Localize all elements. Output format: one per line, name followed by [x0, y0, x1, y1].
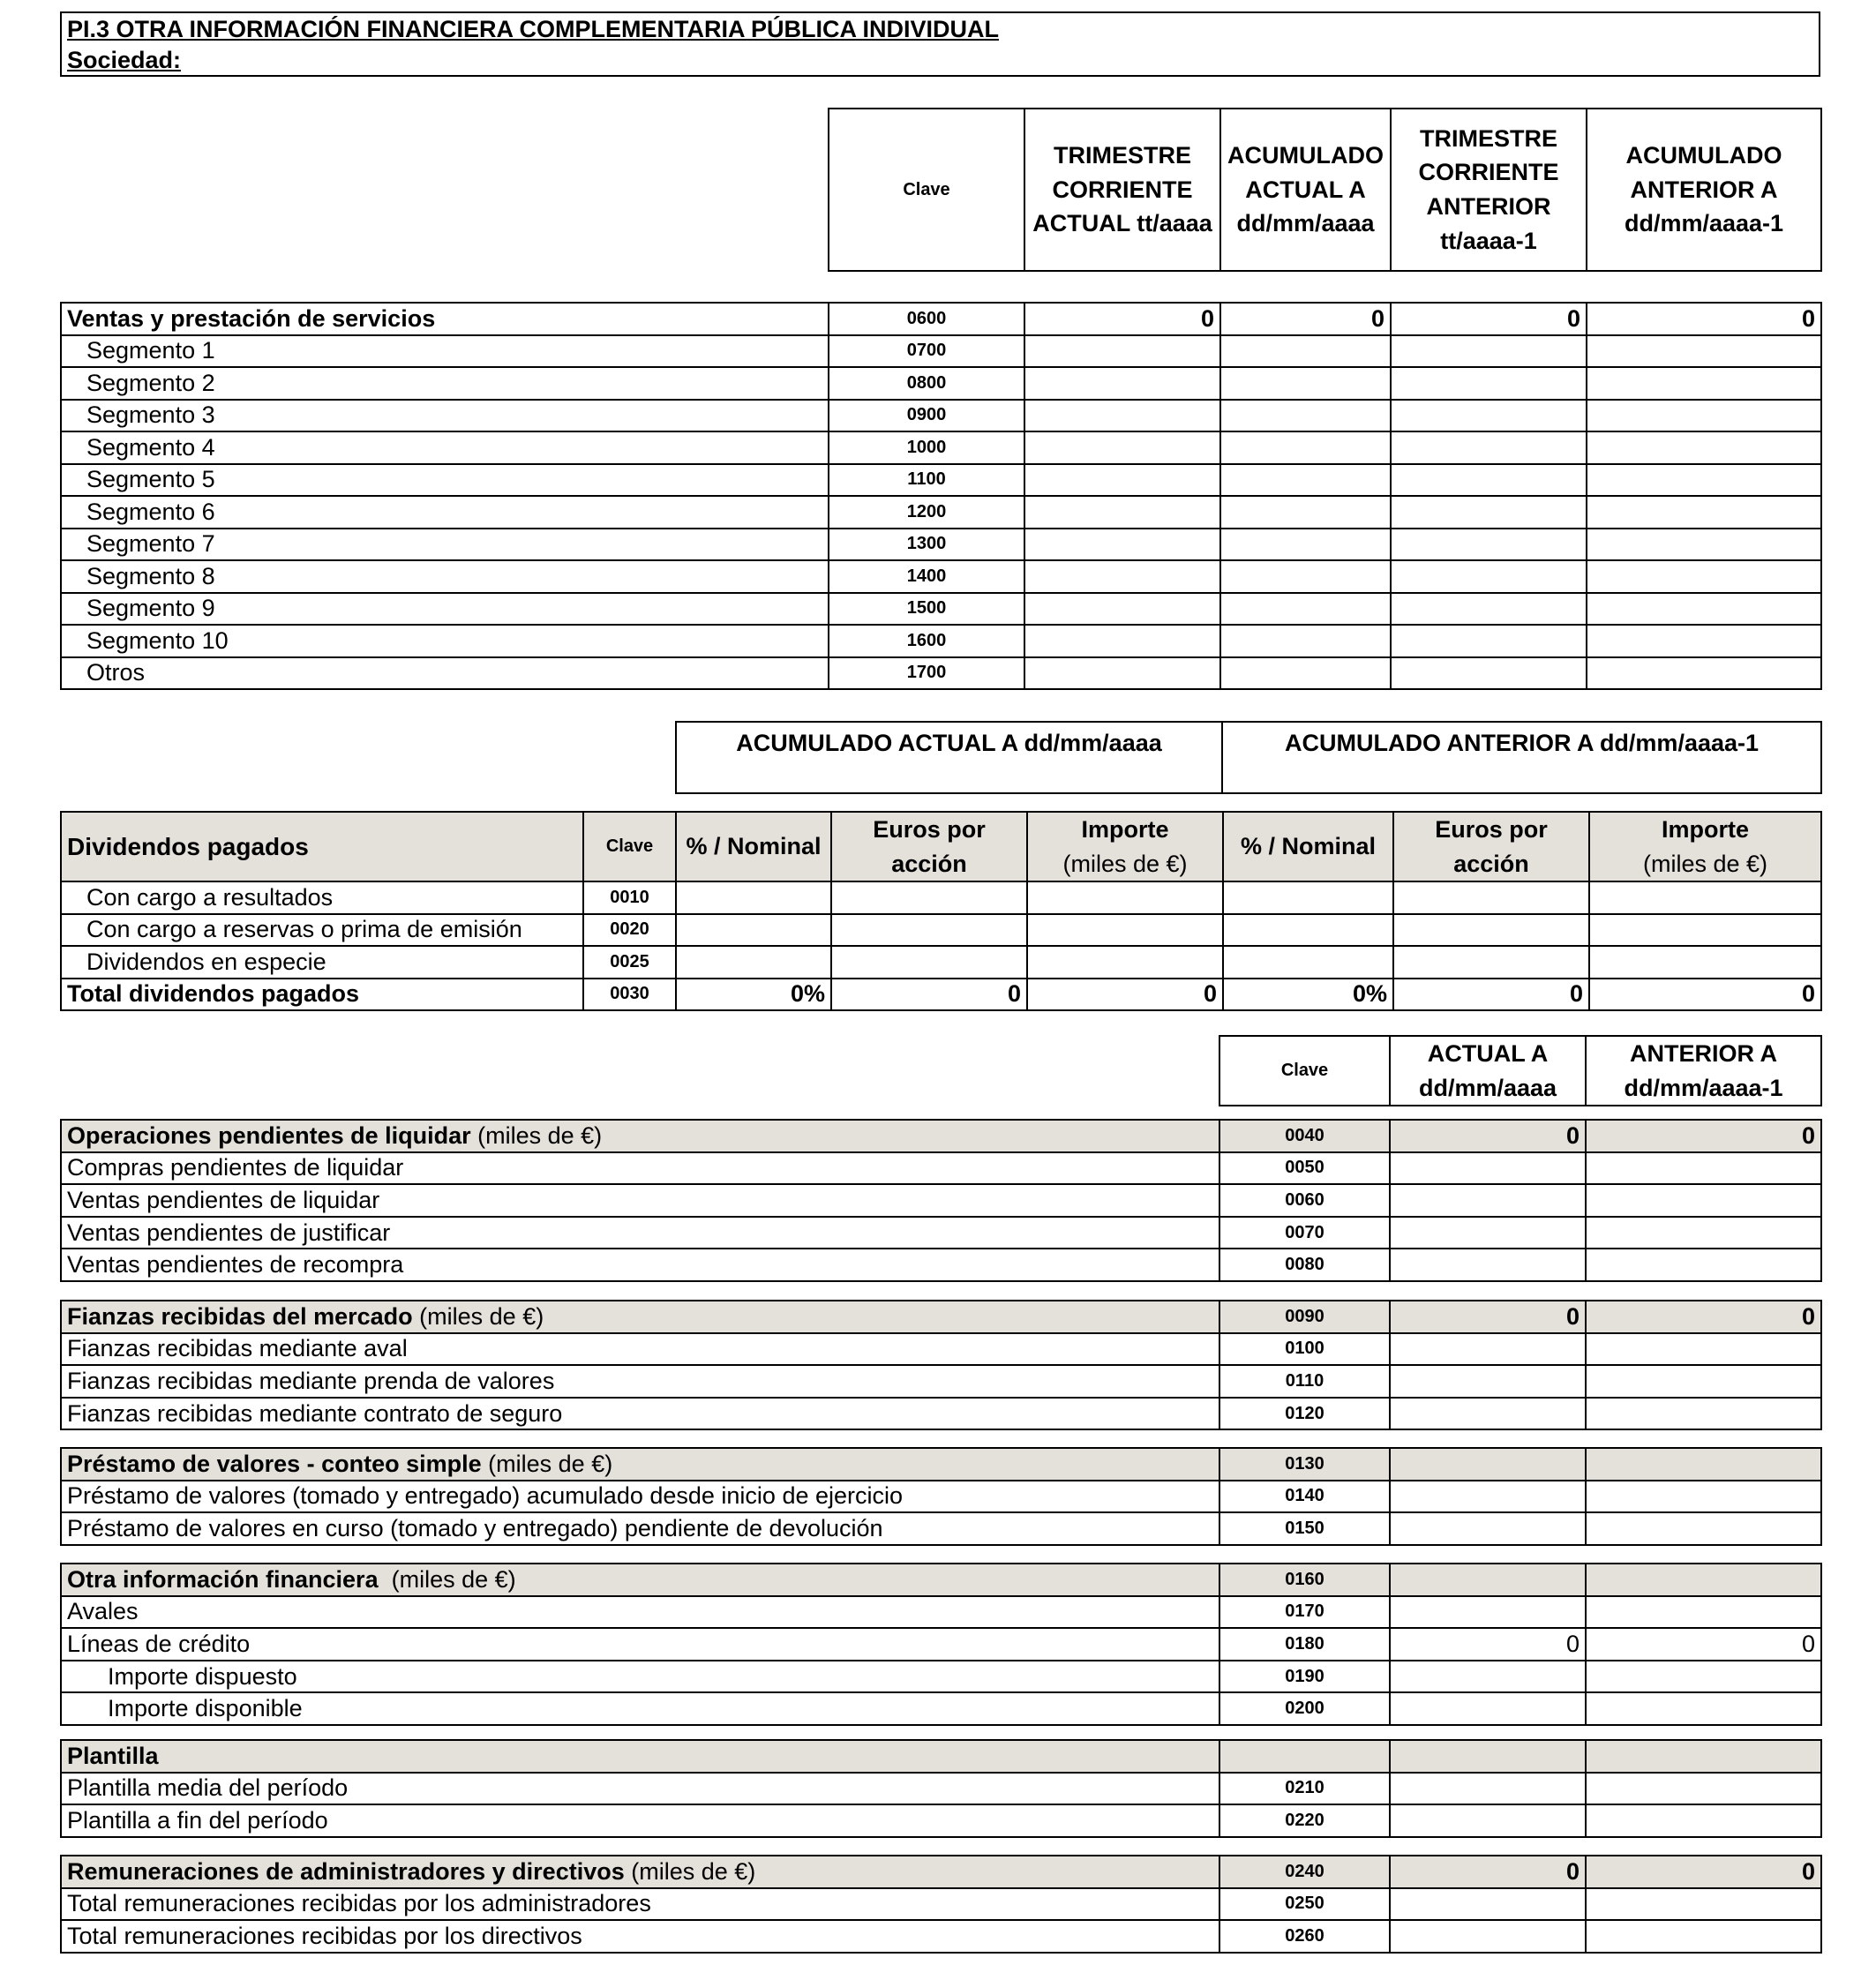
otros-section-title [61, 1564, 1219, 1596]
otros-row-clave: 0200 [1219, 1692, 1390, 1725]
ventas-row-value[interactable] [1024, 367, 1220, 400]
otros-header-clave: Clave [1219, 1036, 1390, 1106]
ventas-row-clave: 1300 [829, 529, 1024, 561]
otros-row-value-anterior[interactable] [1586, 1692, 1821, 1725]
ventas-row-value[interactable] [1391, 431, 1587, 464]
otros-section-title-text: Fianzas recibidas del mercado [67, 1302, 413, 1330]
dividendos-group-actual: ACUMULADO ACTUAL A dd/mm/aaaa [676, 722, 1222, 793]
dividendos-row-label: Con cargo a reservas o prima de emisión [61, 914, 583, 947]
otros-row [61, 1628, 1821, 1661]
otros-row-label: Plantilla media del período [61, 1773, 1219, 1805]
ventas-segment-row [61, 496, 1821, 529]
otros-section-value-actual[interactable]: 0 [1390, 1301, 1586, 1333]
ventas-row-value[interactable] [1024, 625, 1220, 657]
ventas-row-label: Segmento 10 [61, 625, 829, 657]
dividendos-row-value[interactable] [1393, 914, 1589, 947]
otros-header-actual: ACTUAL A dd/mm/aaaa [1390, 1036, 1586, 1106]
company-label: Sociedad: [67, 47, 182, 73]
ventas-total-row [61, 303, 1821, 335]
dividendos-row-value[interactable] [1223, 914, 1393, 947]
otros-section-prestamo [60, 1447, 1822, 1546]
otros-row-value-actual[interactable] [1390, 1152, 1586, 1185]
otros-section-clave: 0160 [1219, 1564, 1390, 1596]
ventas-header-acum-actual: ACUMULADO ACTUAL A dd/mm/aaaa [1220, 109, 1391, 271]
ventas-row-label: Segmento 2 [61, 367, 829, 400]
otros-row-label: Préstamo de valores (tomado y entregado) acumulado desde inicio de ejercicio [61, 1481, 1219, 1513]
otros-row [61, 1512, 1821, 1545]
otros-row-label: Ventas pendientes de liquidar [61, 1184, 1219, 1217]
otros-row-label: Plantilla a fin del período [61, 1804, 1219, 1837]
ventas-row-value[interactable] [1587, 560, 1821, 593]
otros-row-value-anterior[interactable] [1586, 1481, 1821, 1513]
otros-row [61, 1398, 1821, 1430]
otros-section-header-row [61, 1740, 1821, 1773]
otros-row-value-anterior[interactable] [1586, 1804, 1821, 1837]
otros-row-value-anterior[interactable] [1586, 1249, 1821, 1281]
ventas-row-value[interactable] [1220, 464, 1391, 497]
otros-header-anterior: ANTERIOR A dd/mm/aaaa-1 [1586, 1036, 1821, 1106]
ventas-row-value[interactable] [1391, 400, 1587, 432]
otros-row-value-anterior[interactable] [1586, 1920, 1821, 1953]
dividendos-row-clave: 0025 [583, 946, 676, 979]
otros-row-clave: 0180 [1219, 1628, 1390, 1661]
otros-section-value-actual[interactable] [1390, 1740, 1586, 1773]
otros-row-value-actual[interactable] [1390, 1184, 1586, 1217]
ventas-row-value[interactable]: 0 [1587, 303, 1821, 335]
dividendos-title: Dividendos pagados [61, 812, 583, 881]
dividendos-row-value[interactable] [831, 914, 1027, 947]
dividendos-row-clave: 0010 [583, 881, 676, 914]
ventas-row-clave: 1500 [829, 593, 1024, 626]
otros-row-value-anterior[interactable] [1586, 1888, 1821, 1921]
otros-row-label: Compras pendientes de liquidar [61, 1152, 1219, 1185]
ventas-row-value[interactable]: 0 [1220, 303, 1391, 335]
otros-row [61, 1184, 1821, 1217]
otros-row-value-actual[interactable] [1390, 1920, 1586, 1953]
otros-row-label: Avales [61, 1596, 1219, 1629]
dividendos-row-value[interactable] [676, 914, 831, 947]
ventas-segment-row [61, 335, 1821, 368]
otros-row-value-actual[interactable] [1390, 1481, 1586, 1513]
otros-row-value-anterior[interactable] [1586, 1661, 1821, 1693]
ventas-row-label: Ventas y prestación de servicios [61, 303, 829, 335]
otros-row [61, 1692, 1821, 1725]
otros-row-clave: 0260 [1219, 1920, 1390, 1953]
dividendos-row [61, 914, 1821, 947]
dividendos-header-row [61, 812, 1821, 881]
ventas-row-clave: 1700 [829, 657, 1024, 690]
dividendos-row-label: Total dividendos pagados [61, 979, 583, 1011]
otros-row-label: Ventas pendientes de recompra [61, 1249, 1219, 1281]
otros-section-otra [60, 1563, 1822, 1726]
ventas-row-value[interactable] [1587, 496, 1821, 529]
ventas-row-label: Segmento 9 [61, 593, 829, 626]
otros-row-value-actual[interactable] [1390, 1773, 1586, 1805]
otros-section-value-anterior[interactable]: 0 [1586, 1301, 1821, 1333]
otros-section-value-actual[interactable]: 0 [1390, 1120, 1586, 1152]
dividendos-row-value[interactable] [831, 946, 1027, 979]
otros-row-label: Total remuneraciones recibidas por los directivos [61, 1920, 1219, 1953]
ventas-row-value[interactable] [1220, 560, 1391, 593]
ventas-row-value[interactable] [1024, 529, 1220, 561]
otros-section-value-actual[interactable] [1390, 1564, 1586, 1596]
otros-section-clave: 0040 [1219, 1120, 1390, 1152]
ventas-header-acum-anterior: ACUMULADO ANTERIOR A dd/mm/aaaa-1 [1587, 109, 1821, 271]
ventas-row-value[interactable] [1024, 400, 1220, 432]
otros-section-title-text: Préstamo de valores - conteo simple [67, 1450, 482, 1477]
otros-row-value-actual[interactable] [1390, 1249, 1586, 1281]
dividendos-total-row [61, 979, 1821, 1011]
otros-row-value-actual[interactable] [1390, 1512, 1586, 1545]
otros-row-value-anterior[interactable] [1586, 1365, 1821, 1398]
otros-row [61, 1481, 1821, 1513]
ventas-row-clave: 0700 [829, 335, 1024, 368]
otros-row-value-anterior[interactable] [1586, 1152, 1821, 1185]
otros-row-clave: 0170 [1219, 1596, 1390, 1629]
dividendos-row-clave: 0020 [583, 914, 676, 947]
ventas-row-label: Segmento 7 [61, 529, 829, 561]
dividendos-row-value[interactable]: 0 [831, 979, 1027, 1011]
otros-section-title-unit: (miles de €) [470, 1121, 603, 1149]
otros-row-value-anterior[interactable] [1586, 1333, 1821, 1366]
otros-section-title-text: Remuneraciones de administradores y directivos [67, 1857, 625, 1885]
ventas-row-value[interactable] [1391, 367, 1587, 400]
ventas-segment-row [61, 593, 1821, 626]
otros-row-value-actual[interactable] [1390, 1333, 1586, 1366]
otros-header-table [1219, 1035, 1822, 1106]
dividendos-row-value[interactable] [1589, 881, 1821, 914]
ventas-row-value[interactable] [1220, 625, 1391, 657]
dividendos-row-value[interactable] [1393, 946, 1589, 979]
otros-row-value-anterior[interactable]: 0 [1586, 1628, 1821, 1661]
dividendos-row-value[interactable] [1223, 881, 1393, 914]
ventas-row-label: Otros [61, 657, 829, 690]
ventas-row-value[interactable] [1220, 367, 1391, 400]
otros-row [61, 1365, 1821, 1398]
otros-section-remun [60, 1855, 1822, 1954]
otros-section-title [61, 1448, 1219, 1481]
ventas-row-label: Segmento 5 [61, 464, 829, 497]
otros-section-title-unit: (miles de €) [378, 1565, 516, 1593]
dividendos-row-value[interactable] [676, 946, 831, 979]
otros-row-value-actual[interactable] [1390, 1596, 1586, 1629]
otros-row-clave: 0060 [1219, 1184, 1390, 1217]
ventas-header-table [828, 108, 1822, 272]
otros-row-value-anterior[interactable] [1586, 1217, 1821, 1249]
dividendos-clave-header: Clave [583, 812, 676, 881]
otros-row-clave: 0250 [1219, 1888, 1390, 1921]
ventas-row-value[interactable] [1587, 400, 1821, 432]
ventas-row-label: Segmento 6 [61, 496, 829, 529]
otros-row-value-actual[interactable] [1390, 1692, 1586, 1725]
dividendos-row-value[interactable]: 0 [1589, 979, 1821, 1011]
otros-section-header-row [61, 1448, 1821, 1481]
otros-row-value-actual[interactable] [1390, 1804, 1586, 1837]
otros-section-clave: 0240 [1219, 1856, 1390, 1888]
otros-row-value-anterior[interactable] [1586, 1184, 1821, 1217]
ventas-row-clave: 1100 [829, 464, 1024, 497]
otros-section-fianzas [60, 1300, 1822, 1430]
otros-section-value-anterior[interactable]: 0 [1586, 1856, 1821, 1888]
dividendos-row-value[interactable]: 0 [1027, 979, 1223, 1011]
dividendos-row-clave: 0030 [583, 979, 676, 1011]
otros-section-plantilla [60, 1739, 1822, 1838]
ventas-row-label: Segmento 1 [61, 335, 829, 368]
ventas-segment-row [61, 464, 1821, 497]
otros-section-op [60, 1119, 1822, 1282]
dividendos-table [60, 811, 1822, 1011]
otros-row [61, 1152, 1821, 1185]
otros-row-clave: 0110 [1219, 1365, 1390, 1398]
otros-row-value-actual[interactable] [1390, 1661, 1586, 1693]
ventas-row-value[interactable] [1024, 593, 1220, 626]
dividendos-row-value[interactable] [1027, 914, 1223, 947]
ventas-row-value[interactable] [1587, 367, 1821, 400]
dividendos-row [61, 881, 1821, 914]
otros-section-value-anterior[interactable] [1586, 1448, 1821, 1481]
ventas-row-value[interactable] [1220, 335, 1391, 368]
ventas-segment-row [61, 367, 1821, 400]
otros-section-title-unit: (miles de €) [412, 1302, 544, 1330]
dividendos-euros-header-actual: Euros por acción [831, 812, 1027, 881]
otros-row-value-anterior[interactable] [1586, 1398, 1821, 1430]
ventas-row-value[interactable] [1587, 593, 1821, 626]
ventas-row-value[interactable] [1220, 529, 1391, 561]
otros-section-value-actual[interactable]: 0 [1390, 1856, 1586, 1888]
dividendos-pct-header-anterior: % / Nominal [1223, 812, 1393, 881]
otros-section-title-text: Otra información financiera [67, 1565, 379, 1593]
ventas-row-value[interactable] [1391, 464, 1587, 497]
otros-row-label: Importe disponible [61, 1692, 1219, 1725]
otros-section-value-anterior[interactable] [1586, 1740, 1821, 1773]
ventas-row-label: Segmento 4 [61, 431, 829, 464]
ventas-header-clave: Clave [829, 109, 1024, 271]
otros-section-clave: 0090 [1219, 1301, 1390, 1333]
ventas-row-value[interactable] [1391, 496, 1587, 529]
otros-row-value-anterior[interactable] [1586, 1773, 1821, 1805]
otros-row-label: Fianzas recibidas mediante prenda de valores [61, 1365, 1219, 1398]
dividendos-row-value[interactable] [831, 881, 1027, 914]
ventas-row-clave: 0800 [829, 367, 1024, 400]
otros-row-value-actual[interactable] [1390, 1365, 1586, 1398]
ventas-row-value[interactable]: 0 [1024, 303, 1220, 335]
ventas-row-label: Segmento 8 [61, 560, 829, 593]
otros-row-label: Préstamo de valores en curso (tomado y entregado) pendiente de devolución [61, 1512, 1219, 1545]
report-title-box [60, 11, 1820, 77]
otros-row [61, 1333, 1821, 1366]
ventas-row-clave: 0900 [829, 400, 1024, 432]
otros-row [61, 1804, 1821, 1837]
ventas-row-value[interactable] [1024, 496, 1220, 529]
dividendos-row-label: Con cargo a resultados [61, 881, 583, 914]
otros-row-clave: 0220 [1219, 1804, 1390, 1837]
ventas-row-value[interactable] [1024, 464, 1220, 497]
dividendos-pct-header-actual: % / Nominal [676, 812, 831, 881]
otros-row-clave: 0080 [1219, 1249, 1390, 1281]
otros-row-value-actual[interactable] [1390, 1888, 1586, 1921]
dividendos-row [61, 946, 1821, 979]
otros-section-title-unit: (miles de €) [481, 1450, 613, 1477]
ventas-segment-row [61, 529, 1821, 561]
ventas-row-value[interactable] [1391, 529, 1587, 561]
dividendos-row-value[interactable] [1027, 881, 1223, 914]
ventas-row-value[interactable] [1024, 657, 1220, 690]
otros-section-clave: 0130 [1219, 1448, 1390, 1481]
ventas-row-value[interactable] [1587, 431, 1821, 464]
otros-row [61, 1920, 1821, 1953]
otros-row [61, 1661, 1821, 1693]
ventas-row-clave: 1400 [829, 560, 1024, 593]
otros-row [61, 1888, 1821, 1921]
ventas-row-value[interactable] [1024, 335, 1220, 368]
ventas-row-label: Segmento 3 [61, 400, 829, 432]
otros-row [61, 1596, 1821, 1629]
otros-row-label: Importe dispuesto [61, 1661, 1219, 1693]
dividendos-row-value[interactable]: 0% [676, 979, 831, 1011]
otros-row-clave: 0120 [1219, 1398, 1390, 1430]
ventas-segment-row [61, 560, 1821, 593]
otros-row [61, 1249, 1821, 1281]
ventas-row-clave: 1200 [829, 496, 1024, 529]
otros-section-title [61, 1301, 1219, 1333]
dividendos-row-value[interactable] [1027, 946, 1223, 979]
otros-row-clave: 0210 [1219, 1773, 1390, 1805]
dividendos-importe-header-actual: Importe (miles de €) [1027, 812, 1223, 881]
ventas-row-clave: 0600 [829, 303, 1024, 335]
ventas-row-value[interactable] [1220, 431, 1391, 464]
dividendos-row-value[interactable]: 0% [1223, 979, 1393, 1011]
otros-section-title [61, 1856, 1219, 1888]
otros-row-label: Líneas de crédito [61, 1628, 1219, 1661]
ventas-row-value[interactable] [1391, 335, 1587, 368]
otros-row-label: Fianzas recibidas mediante contrato de seguro [61, 1398, 1219, 1430]
dividendos-importe-header-anterior: Importe (miles de €) [1589, 812, 1821, 881]
otros-row-clave: 0150 [1219, 1512, 1390, 1545]
ventas-row-value[interactable] [1220, 657, 1391, 690]
otros-row-value-anterior[interactable] [1586, 1512, 1821, 1545]
dividendos-group-header [675, 721, 1822, 794]
ventas-row-value[interactable] [1220, 400, 1391, 432]
otros-row [61, 1773, 1821, 1805]
ventas-table [60, 302, 1822, 690]
otros-row [61, 1217, 1821, 1249]
dividendos-euros-header-anterior: Euros por acción [1393, 812, 1589, 881]
otros-row-clave: 0190 [1219, 1661, 1390, 1693]
otros-row-label: Fianzas recibidas mediante aval [61, 1333, 1219, 1366]
otros-section-header-row [61, 1120, 1821, 1152]
report-title: PI.3 OTRA INFORMACIÓN FINANCIERA COMPLEMENTARIA PÚBLICA INDIVIDUAL [67, 16, 999, 42]
otros-section-clave [1219, 1740, 1390, 1773]
otros-row-clave: 0100 [1219, 1333, 1390, 1366]
ventas-row-value[interactable] [1024, 560, 1220, 593]
otros-row-clave: 0140 [1219, 1481, 1390, 1513]
ventas-row-clave: 1000 [829, 431, 1024, 464]
otros-row-clave: 0050 [1219, 1152, 1390, 1185]
ventas-row-value[interactable] [1391, 657, 1587, 690]
ventas-row-value[interactable] [1587, 464, 1821, 497]
ventas-header-trim-actual: TRIMESTRE CORRIENTE ACTUAL tt/aaaa [1024, 109, 1220, 271]
ventas-row-value[interactable]: 0 [1391, 303, 1587, 335]
otros-section-value-actual[interactable] [1390, 1448, 1586, 1481]
otros-section-title [61, 1120, 1219, 1152]
otros-row-value-actual[interactable]: 0 [1390, 1628, 1586, 1661]
dividendos-row-value[interactable] [1589, 946, 1821, 979]
otros-row-value-actual[interactable] [1390, 1398, 1586, 1430]
otros-section-header-row [61, 1564, 1821, 1596]
otros-section-value-anterior[interactable] [1586, 1564, 1821, 1596]
dividendos-row-label: Dividendos en especie [61, 946, 583, 979]
otros-row-label: Ventas pendientes de justificar [61, 1217, 1219, 1249]
ventas-row-value[interactable] [1587, 625, 1821, 657]
dividendos-row-value[interactable]: 0 [1393, 979, 1589, 1011]
otros-row-label: Total remuneraciones recibidas por los administradores [61, 1888, 1219, 1921]
otros-section-value-anterior[interactable]: 0 [1586, 1120, 1821, 1152]
otros-section-title-text: Plantilla [67, 1742, 159, 1769]
otros-row-value-anterior[interactable] [1586, 1596, 1821, 1629]
otros-section-header-row [61, 1301, 1821, 1333]
ventas-row-value[interactable] [1391, 560, 1587, 593]
ventas-segment-row [61, 400, 1821, 432]
otros-section-title-unit: (miles de €) [624, 1857, 756, 1885]
otros-row-value-actual[interactable] [1390, 1217, 1586, 1249]
otros-section-title-text: Operaciones pendientes de liquidar [67, 1121, 471, 1149]
otros-section-header-row [61, 1856, 1821, 1888]
ventas-segment-row [61, 657, 1821, 690]
ventas-row-clave: 1600 [829, 625, 1024, 657]
dividendos-group-anterior: ACUMULADO ANTERIOR A dd/mm/aaaa-1 [1222, 722, 1821, 793]
ventas-row-value[interactable] [1587, 657, 1821, 690]
ventas-header-trim-anterior: TRIMESTRE CORRIENTE ANTERIOR tt/aaaa-1 [1391, 109, 1587, 271]
dividendos-row-value[interactable] [1589, 914, 1821, 947]
ventas-segment-row [61, 625, 1821, 657]
dividendos-row-value[interactable] [676, 881, 831, 914]
ventas-row-value[interactable] [1391, 593, 1587, 626]
otros-row-clave: 0070 [1219, 1217, 1390, 1249]
ventas-row-value[interactable] [1024, 431, 1220, 464]
ventas-row-value[interactable] [1587, 335, 1821, 368]
ventas-segment-row [61, 431, 1821, 464]
ventas-row-value[interactable] [1220, 593, 1391, 626]
dividendos-row-value[interactable] [1393, 881, 1589, 914]
otros-section-title [61, 1740, 1219, 1773]
ventas-row-value[interactable] [1391, 625, 1587, 657]
ventas-row-value[interactable] [1587, 529, 1821, 561]
ventas-row-value[interactable] [1220, 496, 1391, 529]
dividendos-row-value[interactable] [1223, 946, 1393, 979]
